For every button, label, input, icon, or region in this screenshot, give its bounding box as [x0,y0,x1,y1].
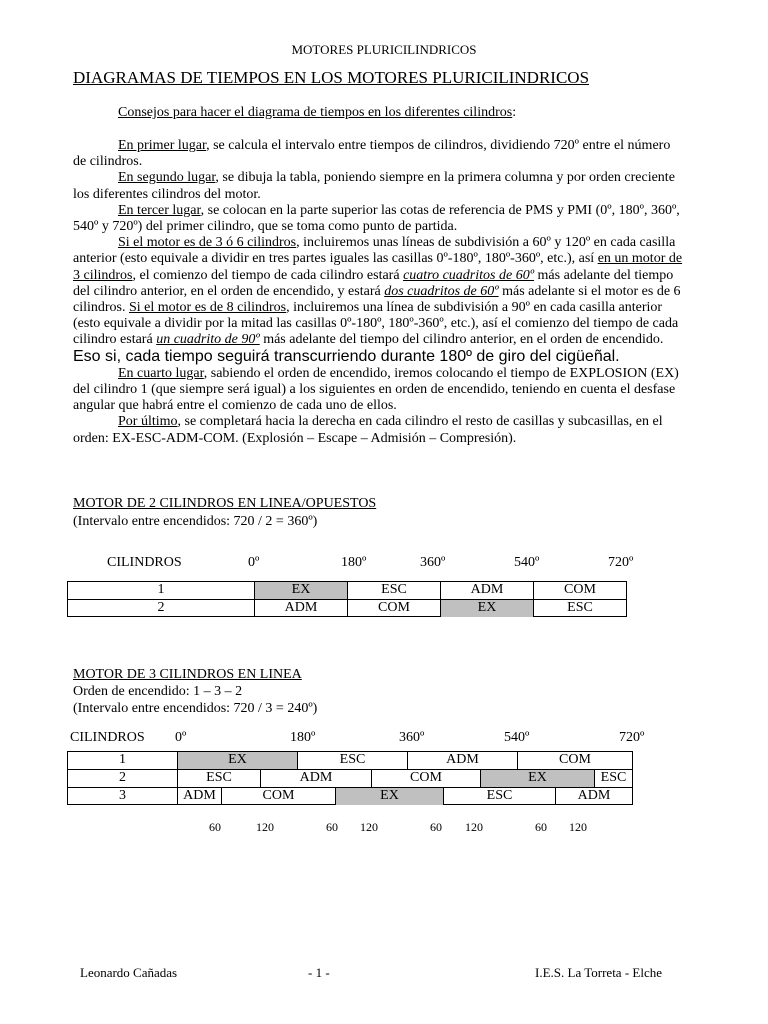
footer-author: Leonardo Cañadas [80,965,178,980]
section3-heading: MOTOR DE 3 CILINDROS EN LINEA [73,667,302,682]
section2-tick-360: 360º [420,555,446,570]
p4-text-d: más adelante si el motor es de 6 cilindros. [73,283,681,316]
section2-r2-adm: ADM [255,600,348,617]
p4-emph3: un cuadrito de 90º [156,332,260,348]
section3-row-2 [68,769,632,787]
section3-tick-0: 0º [175,730,187,745]
section2-r1-com: COM [564,582,596,597]
section3-tick-540: 540º [504,730,530,745]
section3-r3-adm: ADM [178,788,222,805]
section3-r3-com: COM [222,788,336,805]
subtick-60-d: 60 [535,820,547,834]
section3-r2-cyl: 2 [68,770,178,787]
section2-r1-ex: EX [255,582,348,600]
subtick-60-c: 60 [430,820,442,834]
section3-interval: (Intervalo entre encendidos: 720 / 3 = 240º) [73,701,318,716]
subtick-60-a: 60 [209,820,221,834]
section3-tick-180: 180º [290,730,316,745]
p2-lead: En segundo lugar [118,170,216,186]
section3-table [67,751,633,805]
section2-tick-540: 540º [514,555,540,570]
p1-text: , se calcula el intervalo entre tiempos de cilindros, dividiendo 720º entre el número de cilindros. [73,138,671,170]
page-title: DIAGRAMAS DE TIEMPOS EN LOS MOTORES PLURICILINDRICOS [73,68,590,87]
subtick-120-c: 120 [465,820,483,834]
p1-lead: En primer lugar [118,138,207,153]
subtick-120-a: 120 [256,820,274,834]
p4-emph: cuatro cuadritos de 60º [403,267,535,283]
p5-lead: En cuarto lugar [118,365,204,381]
p3-text: , se colocan en la parte superior las cotas de referencia de PMS y PMI (0º, 180º, 360º, 540º y 720º) del primer cilindro, que se toma como punto de partida. [73,202,680,235]
section3-r1-cyl: 1 [68,752,178,770]
section2-r2-cyl: 2 [68,600,255,617]
section2-tick-0: 0º [248,555,260,570]
section3-r2-adm: ADM [261,770,372,787]
paragraph-5 [73,366,683,415]
section2-r1-cyl: 1 [68,582,255,600]
p2-text: , se dibuja la tabla, poniendo siempre en la primera columna y por orden creciente los diferentes cilindros del motor. [73,170,675,202]
section3-r3-adm2: ADM [577,788,611,803]
section2-r2-ex: EX [441,600,534,617]
section3-tick-360: 360º [399,730,425,745]
subtick-60-b: 60 [326,820,338,834]
p4-text-e: , incluiremos una línea de subdivisión a 90º en cada casilla anterior (esto equivale a dividir por la mitad las casillas 0º-180º, 180º-360º, etc.), así el comienzo del tiempo de cada cilindro estará [73,300,679,348]
section2-r2-com: COM [348,600,441,617]
p6-text: , se completará hacia la derecha en cada cilindro el resto de casillas y subcasillas, en el orden: EX-ESC-ADM-COM. (Explosión – Escape – Admisión – Compresión). [73,414,663,446]
p3-lead: En tercer lugar [118,202,201,218]
p4-lead-b: en un motor de 3 cilindros [73,251,683,283]
consejos-colon: : [512,105,517,120]
p5-text: , sabiendo el orden de encendido, iremos colocando el tiempo de EXPLOSION (EX) del cilindro 1 (que siempre será igual) a los siguientes en orden de encendido, teniendo en cuenta el desfase angular que habrá entre el comienzo de cada uno de ellos. [73,365,679,414]
section3-r1-com: COM [559,752,591,767]
paragraph-2 [73,170,683,202]
section3-r1-ex: EX [178,752,298,770]
p4-note: Eso si, cada tiempo seguirá transcurriendo durante 180º de giro del cigüeñal. [73,347,620,365]
section2-tick-720: 720º [608,555,634,570]
section3-r3-esc: ESC [444,788,556,805]
section3-r2-esc: ESC [178,770,261,787]
section2-r1-adm: ADM [441,582,534,600]
p4-lead: Si el motor es de 3 ó 6 cilindros [118,235,297,251]
paragraph-3 [73,203,683,235]
section2-interval: (Intervalo entre encendidos: 720 / 2 = 360º) [73,514,318,529]
section3-r1-esc: ESC [298,752,408,770]
paragraph-1 [73,138,683,170]
section2-table [67,581,627,617]
p4-text-a: , incluiremos unas líneas de subdivisión a 60º y 120º en cada casilla anterior (esto equivale a dividir en tres partes iguales las casillas 0º-180º, 180º-360º, etc.), así [73,235,676,267]
section3-r2-esc2: ESC [600,770,627,785]
consejos-label: Consejos para hacer el diagrama de tiempos en los diferentes cilindros [118,105,513,120]
section2-r1-esc: ESC [348,582,441,600]
section3-row-3 [68,787,632,805]
p4-text-f: más adelante del tiempo del cilindro anterior, en el orden de encendido. [259,332,664,348]
paragraph-6 [73,414,683,446]
section3-axis-label: CILINDROS [70,730,145,745]
section2-heading: MOTOR DE 2 CILINDROS EN LINEA/OPUESTOS [73,496,377,511]
p4-lead-c: Si el motor es de 8 cilindros [129,300,287,316]
section3-r3-ex: EX [336,788,444,805]
body-text [73,138,683,447]
section3-r2-com: COM [372,770,481,787]
running-header: MOTORES PLURICILINDRICOS [291,42,477,57]
section2-axis-label: CILINDROS [107,555,182,570]
section3-r3-cyl: 3 [68,788,178,805]
p4-emph2: dos cuadritos de 60º [384,283,499,299]
section2-tick-180: 180º [341,555,367,570]
footer-page: - 1 - [308,965,330,980]
p6-lead: Por último [118,414,178,430]
section3-row-1 [68,752,632,770]
subtick-120-b: 120 [360,820,378,834]
subtick-120-d: 120 [569,820,587,834]
footer-school: I.E.S. La Torreta - Elche [535,965,662,980]
p4-text-b: , el comienzo del tiempo de cada cilindro estará [132,267,404,283]
p4-text-c: más adelante del tiempo del cilindro anterior, en el orden de encendido, y estará [73,267,674,299]
consejos-line [118,105,516,121]
paragraph-4 [73,235,683,366]
section2-row-2 [68,599,626,617]
section3-r2-ex: EX [481,770,595,787]
section3-tick-720: 720º [619,730,645,745]
section3-order: Orden de encendido: 1 – 3 – 2 [73,684,243,699]
section2-r2-esc: ESC [567,600,593,615]
section2-row-1 [68,582,626,600]
section3-r1-adm: ADM [408,752,518,770]
